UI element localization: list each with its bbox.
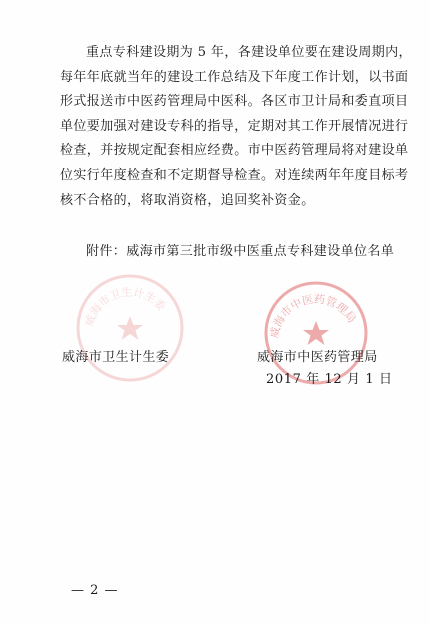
body-line: 每年年底就当年的建设工作总结及下年度工作计划，以书面 — [60, 69, 409, 85]
right-signature-org: 威海市中医药管理局 — [257, 350, 378, 365]
left-signature-org: 威海市卫生计生委 — [62, 350, 170, 365]
attachment-line: 附件：威海市第三批市级中医重点专科建设单位名单 — [86, 244, 395, 259]
body-line: 形式报送市中医药管理局中医科。各区市卫计局和委直项目 — [60, 94, 409, 110]
body-line: 位实行年度检查和不定期督导检查。对连续两年年度目标考 — [60, 167, 409, 183]
signature-date: 2017 年 12 月 1 日 — [266, 372, 393, 387]
body-line: 核不合格的，将取消资格，追回奖补资金。 — [60, 192, 315, 208]
left-seal-text: 威海市卫生计生委 — [82, 285, 169, 328]
body-line: 检查，并按规定配套相应经费。市中医药管理局将对建设单 — [60, 143, 409, 159]
page-number: — 2 — — [71, 583, 119, 598]
body-line: 单位要加强对建设专科的指导，定期对其工作开展情况进行 — [60, 118, 409, 134]
left-official-seal — [74, 272, 186, 384]
body-paragraph — [60, 41, 412, 213]
body-line: 重点专科建设期为 5 年，各建设单位要在建设周期内， — [86, 45, 412, 60]
right-seal-text: 威海市中医药管理局 — [267, 292, 359, 340]
